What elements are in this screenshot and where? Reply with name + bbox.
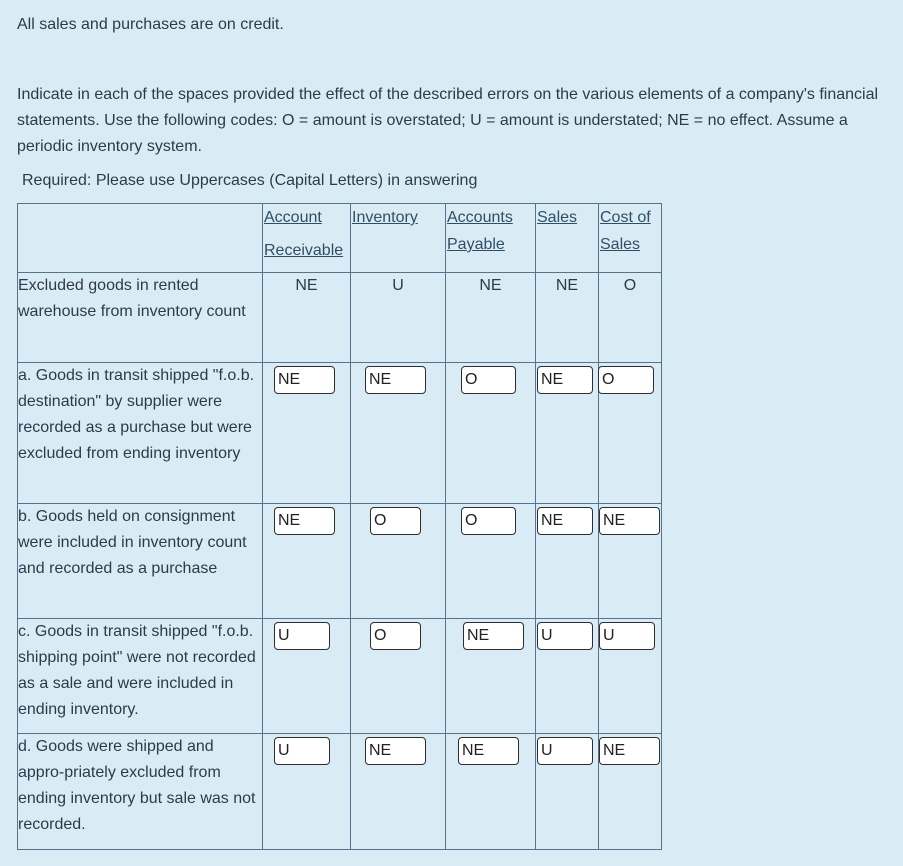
row-b-description: b. Goods held on consignment were included in inventory count and recorded as a purchase [18,504,263,619]
header-inventory [351,204,446,273]
answer-cell [536,734,599,850]
answer-input-ap[interactable]: O [461,507,516,535]
row-a-description: a. Goods in transit shipped "f.o.b. destination" by supplier were recorded as a purchase but were excluded from ending inventory [18,363,263,504]
answer-input-inventory[interactable]: O [370,622,421,650]
answer-cell [263,504,351,619]
answer-input-inventory[interactable]: NE [365,737,426,765]
answer-input-ar[interactable]: U [274,622,330,650]
answer-cell [599,504,662,619]
answer-input-cos[interactable]: NE [599,507,660,535]
answer-input-sales[interactable]: U [537,737,593,765]
header-sales-label: Sales [537,209,578,226]
table-row [18,504,662,619]
answer-cell [446,619,536,734]
answer-cell [446,363,536,504]
answer-input-cos[interactable]: NE [599,737,660,765]
answer-cell [536,619,599,734]
answer-cell [446,734,536,850]
header-cos-line1: Cost of [600,209,651,226]
example-value-cos: O [599,273,662,363]
answer-input-ar[interactable]: NE [274,366,335,394]
example-value-ar: NE [263,273,351,363]
answer-cell [351,363,446,504]
answer-input-sales[interactable]: NE [537,366,593,394]
header-ap-line2: Payable [447,236,505,253]
error-effects-table [17,203,662,850]
row-c-description: c. Goods in transit shipped "f.o.b. shipping point" were not recorded as a sale and were included in ending inventory. [18,619,263,734]
credit-note: All sales and purchases are on credit. [17,16,284,33]
header-row [18,204,662,273]
instructions-block [17,12,897,194]
answer-cell [263,734,351,850]
answer-input-inventory[interactable]: NE [365,366,426,394]
header-blank-cell [18,204,263,273]
example-value-sales: NE [536,273,599,363]
answer-input-ar[interactable]: U [274,737,330,765]
answer-input-cos[interactable]: O [598,366,654,394]
answer-cell [599,619,662,734]
header-cos-line2: Sales [600,236,641,253]
answer-input-cos[interactable]: U [599,622,655,650]
table-row [18,619,662,734]
header-sales [536,204,599,273]
answer-cell [536,363,599,504]
answer-input-sales[interactable]: U [537,622,593,650]
required-note: Required: Please use Uppercases (Capital Letters) in answering [22,172,478,189]
example-description: Excluded goods in rented warehouse from inventory count [18,273,263,363]
answer-cell [536,504,599,619]
header-ap-line1: Accounts [447,209,513,226]
answer-input-ap[interactable]: O [461,366,516,394]
answer-input-ar[interactable]: NE [274,507,335,535]
header-accounts-payable [446,204,536,273]
answer-input-ap[interactable]: NE [458,737,519,765]
header-ar-line2: Receivable [264,242,344,259]
header-cost-of-sales [599,204,662,273]
answer-cell [351,504,446,619]
header-accounts-receivable [263,204,351,273]
answer-input-inventory[interactable]: O [370,507,421,535]
header-ar-line1: Account [264,209,322,226]
answer-cell [351,619,446,734]
answer-cell [351,734,446,850]
answer-cell [599,734,662,850]
example-value-ap: NE [446,273,536,363]
answer-cell [263,363,351,504]
example-row [18,273,662,363]
answer-input-ap[interactable]: NE [463,622,524,650]
table-row [18,734,662,850]
row-d-description: d. Goods were shipped and appro-priately excluded from ending inventory but sale was not recorded. [18,734,263,850]
instructions-text: Indicate in each of the spaces provided the effect of the described errors on the various elements of a company's financial statements. Use the following codes: O = amount is overstated; U = amount is understated; NE = no effect. Assume a periodic inventory system. [17,86,879,155]
answer-cell [599,363,662,504]
example-value-inventory: U [351,273,446,363]
header-inventory-label: Inventory [352,209,418,226]
table-row [18,363,662,504]
answer-cell [263,619,351,734]
answer-cell [446,504,536,619]
answer-input-sales[interactable]: NE [537,507,593,535]
